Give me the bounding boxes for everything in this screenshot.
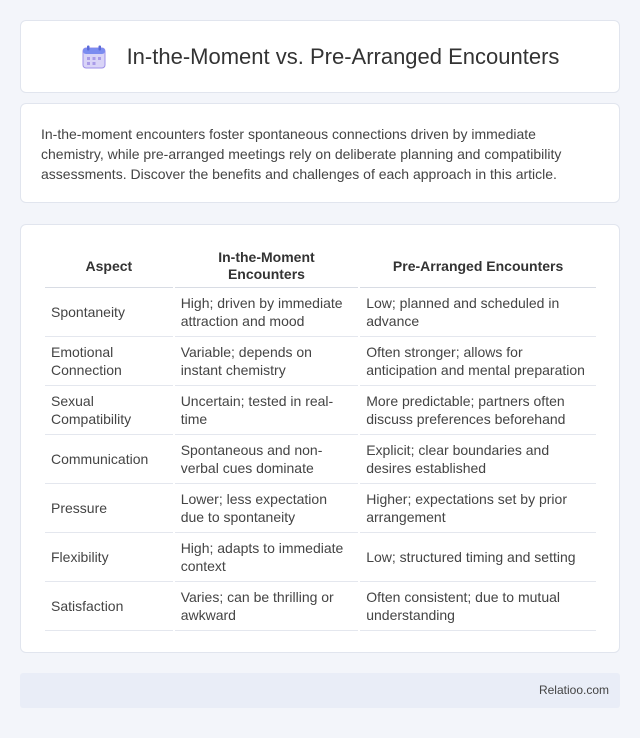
row-aspect: Satisfaction bbox=[45, 582, 173, 631]
comparison-card bbox=[20, 224, 620, 653]
intro-paragraph: In-the-moment encounters foster spontaneous connections driven by immediate chemistry, while pre-arranged meetings rely on deliberate planning and compatibility assessments. Discover the benefits and challenges of each approach in this article. bbox=[41, 126, 562, 182]
header-aspect: Aspect bbox=[45, 245, 173, 288]
row-aspect: Pressure bbox=[45, 484, 173, 533]
table-row bbox=[45, 533, 596, 582]
table-row bbox=[45, 582, 596, 631]
row-in-the-moment: High; driven by immediate attraction and mood bbox=[175, 288, 359, 337]
header-in-the-moment: In-the-Moment Encounters bbox=[175, 245, 359, 288]
table-row bbox=[45, 386, 596, 435]
table-row bbox=[45, 435, 596, 484]
comparison-table bbox=[43, 245, 598, 631]
row-pre-arranged: Higher; expectations set by prior arrangement bbox=[360, 484, 596, 533]
title-card bbox=[20, 20, 620, 93]
calendar-icon bbox=[81, 44, 107, 70]
table-header-row bbox=[45, 245, 596, 288]
intro-card bbox=[20, 103, 620, 203]
table-row bbox=[45, 337, 596, 386]
row-aspect: Communication bbox=[45, 435, 173, 484]
row-aspect: Emotional Connection bbox=[45, 337, 173, 386]
footer-brand: Relatioo.com bbox=[538, 683, 609, 697]
row-in-the-moment: Variable; depends on instant chemistry bbox=[175, 337, 359, 386]
row-pre-arranged: Explicit; clear boundaries and desires established bbox=[360, 435, 596, 484]
row-pre-arranged: Low; structured timing and setting bbox=[360, 533, 596, 582]
row-in-the-moment: Uncertain; tested in real-time bbox=[175, 386, 359, 435]
row-in-the-moment: Lower; less expectation due to spontaneity bbox=[175, 484, 359, 533]
row-pre-arranged: Often consistent; due to mutual understanding bbox=[360, 582, 596, 631]
table-row bbox=[45, 484, 596, 533]
header-pre-arranged: Pre-Arranged Encounters bbox=[360, 245, 596, 288]
row-pre-arranged: Often stronger; allows for anticipation and mental preparation bbox=[360, 337, 596, 386]
row-pre-arranged: More predictable; partners often discuss preferences beforehand bbox=[360, 386, 596, 435]
row-in-the-moment: Spontaneous and non-verbal cues dominate bbox=[175, 435, 359, 484]
table-row bbox=[45, 288, 596, 337]
row-aspect: Sexual Compatibility bbox=[45, 386, 173, 435]
row-aspect: Flexibility bbox=[45, 533, 173, 582]
row-aspect: Spontaneity bbox=[45, 288, 173, 337]
page-title: In-the-Moment vs. Pre-Arranged Encounters bbox=[126, 43, 560, 69]
row-in-the-moment: Varies; can be thrilling or awkward bbox=[175, 582, 359, 631]
row-pre-arranged: Low; planned and scheduled in advance bbox=[360, 288, 596, 337]
footer-bar bbox=[20, 673, 620, 708]
row-in-the-moment: High; adapts to immediate context bbox=[175, 533, 359, 582]
